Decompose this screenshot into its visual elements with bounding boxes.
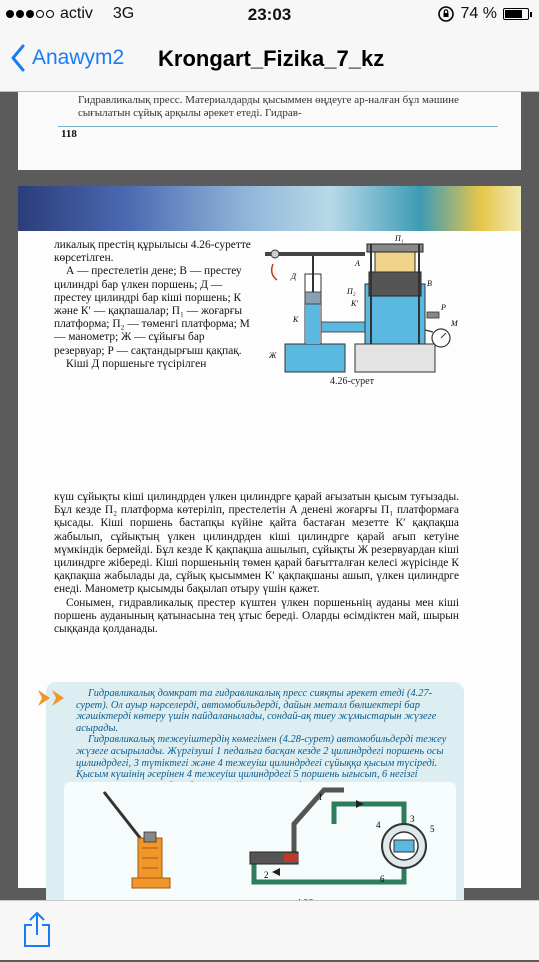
label-zh: Ж [269, 351, 277, 360]
label-m: М [451, 319, 458, 328]
label-5: 5 [430, 824, 435, 834]
label-1: 1 [318, 792, 323, 802]
page-footer-rule [58, 126, 498, 127]
previous-page-text: Гидравликалық пресс. Материалдарды қысыммен өңдеуге ар-налған бұл мәшине сығылатын сұйық арқылы әрекет етеді. Гидрав- [78, 94, 459, 119]
hydraulic-jack-figure [84, 788, 184, 898]
back-button-label: Anawym2 [32, 46, 125, 69]
orientation-lock-icon [437, 5, 455, 23]
battery-percent: 74 % [460, 5, 497, 22]
paragraph: ликалық престің құрылысы 4.26-суретте көрсетілген. [54, 239, 251, 265]
figures-panel [64, 782, 456, 917]
figure-caption: 4.26-сурет [330, 376, 374, 387]
page-number: 118 [61, 128, 77, 140]
paragraph: Кіші Д поршеньге түсірілген [66, 357, 207, 370]
hydraulic-press-figure [255, 234, 460, 384]
info-box [46, 682, 464, 929]
paragraph: Гидравликалық домкрат та гидравликалық пресс сияқты әрекет етеді (4.27-сурет). Ол ауыр нәрселерді, автомобильдерді, дайын металл бөлшектері бар жәшіктерді көтеру үшін пайдаланылады, сондай-ақ тиеу жұмыстарын жүзеге асырады. [76, 688, 437, 734]
network-type: 3G [112, 5, 135, 22]
share-icon[interactable] [22, 911, 52, 949]
label-3: 3 [410, 814, 415, 824]
label-p2: П₂ [347, 287, 356, 296]
navigation-bar [0, 30, 539, 92]
label-k: К [293, 315, 299, 324]
back-button[interactable] [10, 44, 124, 72]
current-page [18, 186, 521, 888]
label-4: 4 [376, 820, 381, 830]
page-header-banner [18, 186, 521, 231]
label-p: Р [441, 303, 446, 312]
chevron-left-icon [10, 44, 26, 72]
main-text [54, 491, 459, 636]
carrier-name: activ [60, 5, 93, 22]
label-d: Д [291, 272, 297, 281]
clock: 23:03 [247, 5, 292, 24]
label-a: А [355, 259, 360, 268]
previous-page [18, 92, 521, 170]
paragraph: күш сұйықты кіші цилиндрден үлкен цилиндрге қарай ағызатын қысым туғызады. Бұл кезде П₂ платформа көтеріліп, престелетін А денені жоғарғы П₁ платформаға қысады. Кіші поршень бастапқы күйіне қайта бастаған мезетте К′ қақпақша жабылып, сұйықтың үлкен цилиндрден кіші цилиндрге қарай ағып кетуіне мүмкіндік бермейді. Бұл кезде К қақпақша ашылып, сұйықты Ж резервуардан кіші цилиндрге жібереді. Кіші поршеньнің төмен қарай бағытталған келесі жүрісінде К қақпақша жабылады да, сұйық қысыммен К′ қақпақшаны ашып, үлкен цилиндрге енеді. Манометр қысымды бақылап отыру үшін қажет. [54, 491, 459, 596]
paragraph: А — престелетін дене; В — престеу цилиндрі бар үлкен поршень; Д — престеу цилиндрі бар кіші поршень; К және К′ — қақпашалар; П₁ — жоғарғы платформа; П₂ — төменгі платформа; М — манометр; Ж — сұйығы бар резервуар; Р — сақтандырғыш қақпақ. [54, 265, 250, 357]
double-chevron-icon [36, 688, 72, 708]
document-viewer[interactable] [0, 92, 539, 900]
bottom-toolbar [0, 900, 539, 960]
paragraph: Гидравликалық тежеуіштердің көмегімен (4.28-сурет) автомобильдерді тежеу жүзеге асырылады. Жүргізуші 1 педальға басқан кезде 2 цилиндрдегі поршень осы цилиндрдегі, 3 түтіктегі және 4 тежеуіш цилиндрдегі сұйыққа қысым түсіреді. Қысым күшінің әсерінен 4 тежеуіш цилиндрдегі 5 поршень ығысып, 6 негізгі [76, 734, 447, 781]
label-p1: П₁ [395, 234, 404, 243]
label-6: 6 [380, 874, 385, 884]
battery-icon [503, 8, 529, 20]
info-text [76, 688, 458, 792]
document-title: Krongart_Fizika_7_kz [158, 46, 385, 71]
left-column-text [54, 239, 251, 371]
hydraulic-brake-figure [214, 784, 454, 902]
label-b: В [427, 279, 432, 288]
status-bar [0, 0, 539, 30]
label-2: 2 [264, 870, 269, 880]
label-k-prime: К′ [351, 299, 359, 308]
status-right [437, 5, 529, 23]
paragraph: Сонымен, гидравликалық престер күштен үлкен поршеньнің ауданы мен кіші поршень ауданының қатынасына тең ұтыс береді. Оларды өсімдіктен май, шырын сыққанда қолданады. [54, 596, 459, 636]
